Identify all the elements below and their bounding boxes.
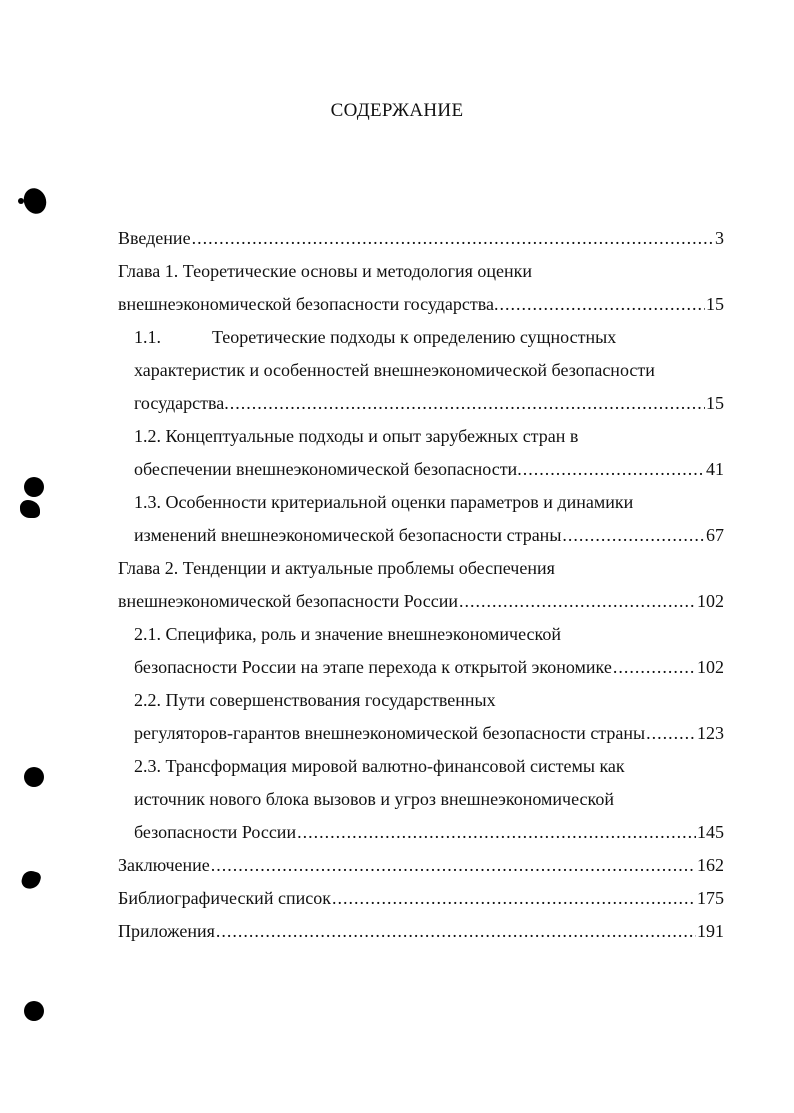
toc-entry-s22-line2: регуляторов-гарантов внешнеэкономической безопасности страны ..... 123 (134, 721, 724, 745)
toc-page-number: 162 (697, 855, 724, 875)
dot-leader (646, 721, 696, 745)
toc-page-number: 102 (697, 657, 724, 677)
toc-entry-s21-line1: 2.1. Специфика, роль и значение внешнеэкономической (134, 624, 561, 644)
toc-page-number: 145 (697, 822, 724, 842)
dot-leader (332, 886, 696, 910)
toc-entry-title: Введение (118, 228, 191, 248)
toc-entry-s13-line2: изменений внешнеэкономической безопасности страны ..... 67 (134, 523, 724, 547)
dot-leader (216, 919, 696, 943)
page-title: СОДЕРЖАНИЕ (330, 100, 464, 121)
toc-entry-s22-line1: 2.2. Пути совершенствования государственных (134, 690, 496, 710)
dot-leader (523, 457, 705, 481)
toc-page-number: 15 (706, 393, 724, 413)
toc-page-number: 123 (697, 723, 724, 743)
toc-entry-ch2-line2: внешнеэкономической безопасности России ..... 102 (118, 589, 724, 613)
toc-entry-s11-line2: характеристик и особенностей внешнеэкономической безопасности (134, 360, 655, 380)
dot-leader (211, 853, 696, 877)
toc-entry-bibliography: Библиографический список ..... 175 (118, 886, 724, 910)
toc-entry-intro (118, 226, 724, 250)
toc-entry-s13-line1: 1.3. Особенности критериальной оценки параметров и динамики (134, 492, 634, 512)
toc-entry-s11-line1: 1.1. Теоретические подходы к определению сущностных (134, 327, 617, 347)
toc-entry-appendices: Приложения ..... 191 (118, 919, 724, 943)
toc-page-number: 175 (697, 888, 724, 908)
dot-leader (500, 292, 706, 316)
toc-entry-s21-line2: безопасности России на этапе перехода к открытой экономике ..... 102 (134, 655, 724, 679)
toc-entry-s23-line2: источник нового блока вызовов и угроз внешнеэкономической (134, 789, 614, 809)
toc-entry-s12-line1: 1.2. Концептуальные подходы и опыт зарубежных стран в (134, 426, 579, 446)
dot-leader (230, 391, 705, 415)
dot-leader (562, 523, 705, 547)
toc-entry-conclusion: Заключение ..... 162 (118, 853, 724, 877)
toc-entry-s23-line1: 2.3. Трансформация мировой валютно-финансовой системы как (134, 756, 625, 776)
toc-page-number: 15 (706, 294, 724, 314)
dot-leader (192, 226, 714, 250)
toc-entry-s12-line2: обеспечении внешнеэкономической безопасности. ..... 41 (134, 457, 724, 481)
toc-entry-s11-line3: государства. ..... 15 (134, 391, 724, 415)
toc-page-number: 191 (697, 921, 724, 941)
toc-page-number: 67 (706, 525, 724, 545)
toc-page-number: 3 (715, 228, 724, 248)
dot-leader (459, 589, 696, 613)
dot-leader (613, 655, 696, 679)
toc-page-number: 102 (697, 591, 724, 611)
toc-entry-ch1-line1: Глава 1. Теоретические основы и методология оценки (118, 261, 533, 281)
toc-page-number: 41 (706, 459, 724, 479)
section-number: 1.1. (134, 327, 161, 347)
toc-entry-ch2-line1: Глава 2. Тенденции и актуальные проблемы обеспечения (118, 558, 555, 578)
toc-entry-ch1-line2: внешнеэкономической безопасности государства. ..... 15 (118, 292, 724, 316)
dot-leader (297, 820, 696, 844)
toc-entry-s23-line3: безопасности России ..... 145 (134, 820, 724, 844)
